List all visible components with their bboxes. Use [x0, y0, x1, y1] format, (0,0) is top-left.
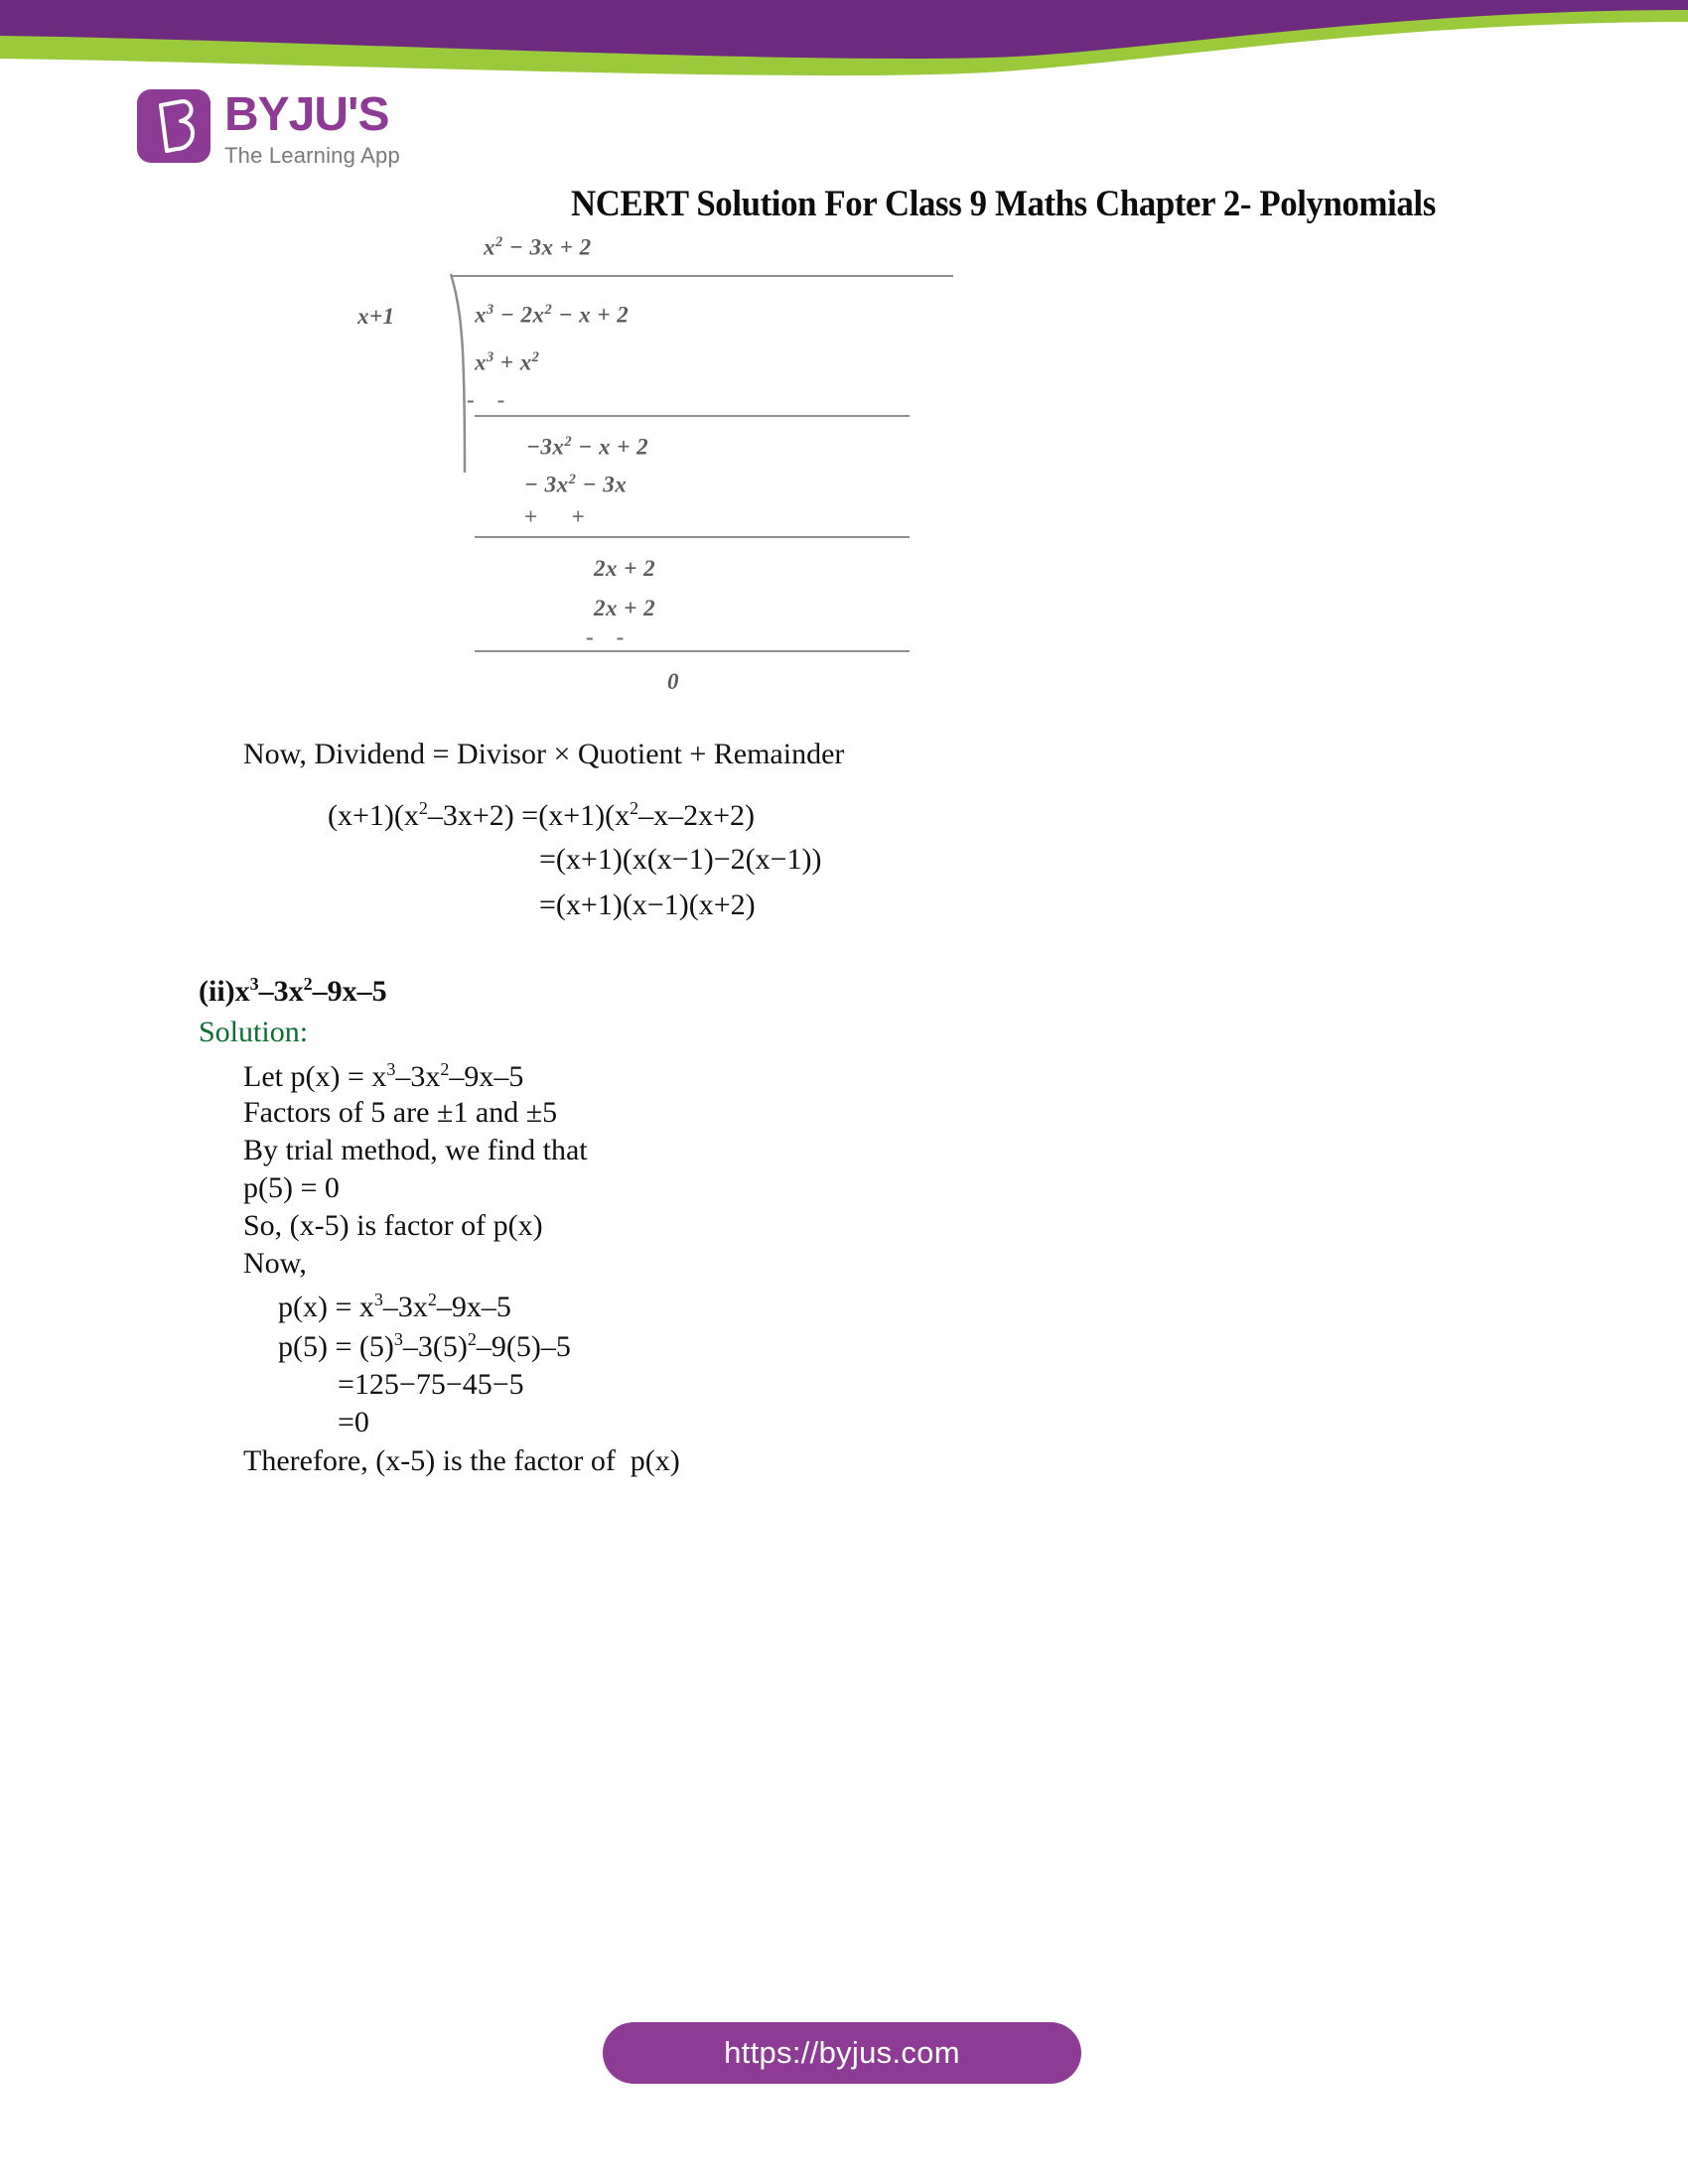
- division-signs-2: + +: [524, 504, 585, 529]
- division-top-bar: [452, 275, 953, 277]
- solution-label: Solution:: [199, 1016, 309, 1048]
- division-bar-3: [475, 650, 910, 652]
- division-line4: 2x + 2: [594, 556, 656, 581]
- division-remainder: 0: [667, 669, 679, 694]
- division-line5: 2x + 2: [594, 596, 656, 620]
- factors-of-5-line: Factors of 5 are ±1 and ±5: [243, 1096, 558, 1129]
- division-dividend: $x^3 - 2x^2 - x + 2$: [475, 302, 630, 328]
- question-ii-label: $(ii)x^3-3x^2-9x-5$: [199, 974, 387, 1008]
- x-minus-5-factor-line: So, (x-5) is factor of p(x): [243, 1209, 543, 1242]
- top-banner: [0, 0, 1688, 89]
- byjus-url-label: https://byjus.com: [724, 2035, 960, 2070]
- equation-line-1: $(x+1)(x^2-3x+2) =(x+1)(x^2-x-2x+2)$: [328, 798, 756, 832]
- p5-result-line: =0: [338, 1406, 369, 1438]
- division-line2: $-3x^2 - x + 2$: [526, 434, 649, 460]
- page-title: NCERT Solution For Class 9 Maths Chapter 2- Polynomials: [571, 184, 1436, 224]
- p5-arithmetic-line: =125−75−45−5: [338, 1368, 524, 1401]
- brand-tagline: The Learning App: [224, 143, 400, 168]
- division-signs-1: - -: [467, 387, 505, 412]
- byjus-logo[interactable]: [137, 89, 400, 169]
- equation-line-3: =(x+1)(x−1)(x+2): [539, 888, 756, 921]
- conclusion-line: Therefore, (x-5) is the factor of p(x): [243, 1444, 680, 1477]
- brand-name: BYJU'S: [224, 88, 389, 141]
- p5-equals-zero-line: p(5) = 0: [243, 1171, 340, 1204]
- division-bar-2: [475, 536, 910, 538]
- division-divisor: x+1: [357, 304, 395, 329]
- division-bracket-icon: [445, 274, 485, 473]
- division-line3: − $3x^2 - 3x$: [524, 472, 628, 497]
- division-step1: $x^3 + x^2$: [475, 349, 540, 375]
- division-signs-3: - -: [586, 624, 625, 649]
- page-header: [0, 79, 1688, 224]
- px-expression-line: $p(x) = x^3-3x^2-9x-5$: [278, 1290, 511, 1323]
- p5-expression-line: $p(5) = (5)^3-3(5)^2-9(5)-5$: [278, 1329, 571, 1363]
- byjus-b-logo-icon: [137, 89, 211, 163]
- equation-line-2: =(x+1)(x(x−1)−2(x−1)): [539, 843, 822, 876]
- division-bar-1: [475, 415, 910, 417]
- let-px-line: Let $p(x) = x^3-3x^2-9x-5$: [243, 1059, 524, 1093]
- dividend-relation: Now, Dividend = Divisor × Quotient + Remainder: [243, 738, 845, 770]
- byjus-url-button[interactable]: [603, 2022, 1081, 2084]
- now-line: Now,: [243, 1247, 307, 1280]
- division-quotient: $x^2 - 3x + 2$: [484, 234, 592, 260]
- trial-method-line: By trial method, we find that: [243, 1134, 588, 1166]
